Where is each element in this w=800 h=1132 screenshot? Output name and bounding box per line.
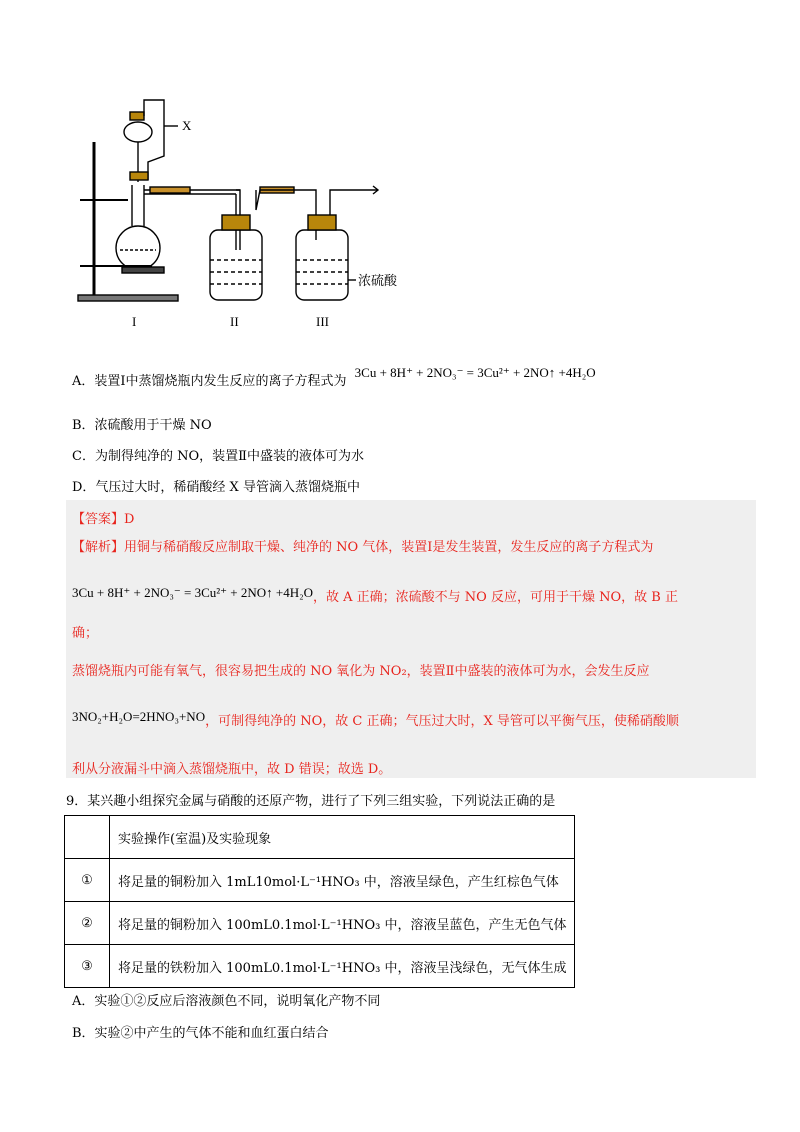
table-header: 实验操作(室温)及实验现象: [110, 816, 575, 859]
answer-label: 【答案】D: [72, 512, 135, 527]
formula-1: 3Cu + 8H⁺ + 2NO₃⁻ = 3Cu²⁺ + 2NO↑ +4H₂O: [72, 585, 314, 600]
table-row: [65, 945, 575, 988]
answer-box: [66, 500, 756, 778]
analysis-4: 蒸馏烧瓶内可能有氧气，很容易把生成的 NO 氧化为 NO₂，装置Ⅱ中盛装的液体可为水，会发生反应: [72, 664, 650, 679]
row-num: ①: [65, 859, 110, 902]
option-b: B．浓硫酸用于干燥 NO: [72, 418, 212, 433]
row-text: 将足量的铜粉加入 1mL10mol·L⁻¹HNO₃ 中，溶液呈绿色，产生红棕色气体: [110, 859, 575, 902]
row-num: ③: [65, 945, 110, 988]
label-x: X: [182, 118, 192, 133]
table-row: [65, 902, 575, 945]
analysis-3: 确；: [72, 626, 99, 641]
analysis-1: 【解析】用铜与稀硝酸反应制取干燥、纯净的 NO 气体，装置Ⅰ是发生装置，发生反应的离子方程式为: [72, 540, 654, 555]
row-text: 将足量的铁粉加入 100mL0.1mol·L⁻¹HNO₃ 中，溶液呈浅绿色，无气体生成: [110, 945, 575, 988]
q9-option-b: B．实验②中产生的气体不能和血红蛋白结合: [72, 1026, 329, 1041]
question-9: 9．某兴趣小组探究金属与硝酸的还原产物，进行了下列三组实验，下列说法正确的是: [66, 794, 556, 809]
analysis-line-2: 3Cu + 8H⁺ + 2NO₃⁻ = 3Cu²⁺ + 2NO↑ +4H₂O，故 A 正确；浓硫酸不与 NO 反应，可用于干燥 NO，故 B 正: [72, 585, 678, 605]
label-1: I: [132, 314, 137, 329]
option-d: D．气压过大时，稀硝酸经 X 导管滴入蒸馏烧瓶中: [72, 480, 360, 495]
label-3: III: [316, 314, 329, 329]
q9-option-a: A．实验①②反应后溶液颜色不同，说明氧化产物不同: [72, 994, 381, 1009]
row-text: 将足量的铜粉加入 100mL0.1mol·L⁻¹HNO₃ 中，溶液呈蓝色，产生无色气体: [110, 902, 575, 945]
label-acid: 浓硫酸: [358, 274, 398, 289]
table-header-row: [65, 816, 575, 859]
analysis-6: 利从分液漏斗中滴入蒸馏烧瓶中，故 D 错误；故选 D。: [72, 762, 392, 777]
experiment-table: [64, 815, 575, 988]
table-row: [65, 859, 575, 902]
row-num: ②: [65, 902, 110, 945]
label-2: II: [230, 314, 239, 329]
option-a-formula: 3Cu + 8H⁺ + 2NO₃⁻ = 3Cu²⁺ + 2NO↑ +4H₂O: [354, 365, 596, 380]
apparatus-diagram: [60, 90, 420, 340]
option-a: A．装置Ⅰ中蒸馏烧瓶内发生反应的离子方程式为 3Cu + 8H⁺ + 2NO₃⁻ = 3Cu²⁺ + 2NO↑ +4H₂O: [72, 365, 596, 389]
option-c: C．为制得纯净的 NO，装置Ⅱ中盛装的液体可为水: [72, 449, 364, 464]
analysis-line-5: 3NO₂+H₂O=2HNO₃+NO，可制得纯净的 NO，故 C 正确；气压过大时，X 导管可以平衡气压，使稀硝酸顺: [72, 709, 679, 729]
formula-2: 3NO₂+H₂O=2HNO₃+NO: [72, 709, 206, 724]
